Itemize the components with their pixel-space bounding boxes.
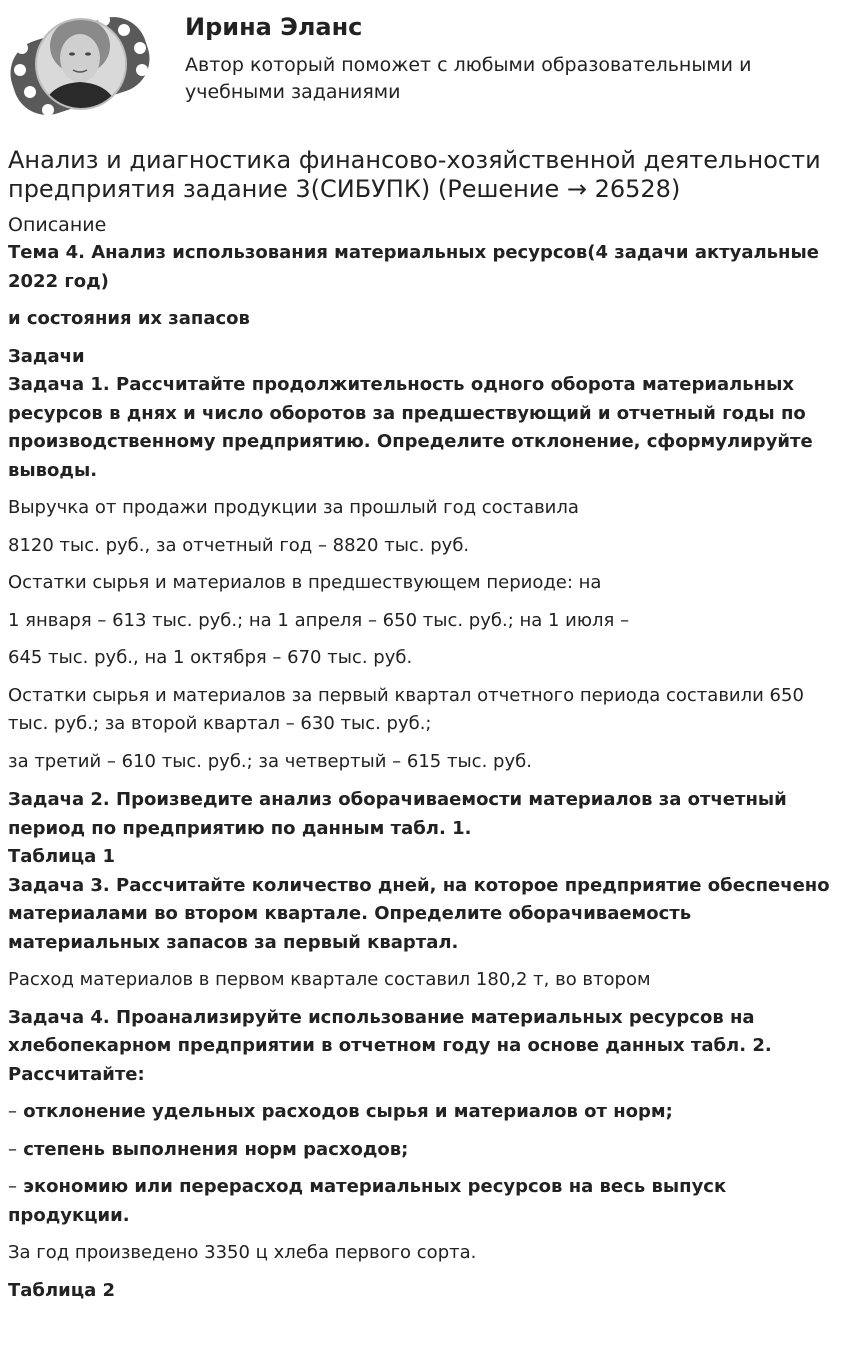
author-card [8, 6, 838, 126]
task-4-list-item [8, 1136, 843, 1165]
list-dash: – [8, 1138, 17, 1160]
author-avatar[interactable] [8, 6, 153, 126]
list-dash: – [8, 1101, 17, 1122]
task-3-statement: Задача 3. Рассчитайте количество дней, на которое предприятие обеспечено материалами во втором квартале. Определите оборачиваемость материальных запасов за первый квартал. [8, 874, 830, 953]
task-content [8, 146, 843, 1305]
task-2-statement: Задача 2. Произведите анализ оборачиваемости материалов за отчетный период по предприятию по данным табл. 1. [8, 789, 787, 839]
table-1-caption: Таблица 1 [8, 846, 116, 867]
description-label: Описание [8, 214, 107, 236]
list-item-text: экономию или перерасход материальных ресурсов на весь выпуск продукции. [8, 1176, 727, 1226]
page-title: Анализ и диагностика финансово-хозяйственной деятельности предприятия задание 3(СИБУПК) (Решение → 26528) [8, 146, 821, 203]
task-4-list-item [8, 1173, 843, 1230]
task-1-text-line: Выручка от продажи продукции за прошлый год составила [8, 497, 579, 518]
task-3-text-line: Расход материалов в первом квартале составил 180,2 т, во втором [8, 969, 651, 990]
task-4-statement: Задача 4. Проанализируйте использование материальных ресурсов на хлебопекарном предприятии в отчетном году на основе данных табл. 2. Рассчитайте: [8, 1006, 772, 1085]
task-1-text-line: Остатки сырья и материалов в предшествующем периоде: на [8, 572, 602, 593]
author-name[interactable]: Ирина Эланс [185, 13, 363, 41]
tasks-heading: Задачи [8, 345, 85, 367]
list-item-text: отклонение удельных расходов сырья и материалов от норм; [23, 1101, 673, 1122]
list-item-text: степень выполнения норм расходов; [23, 1138, 409, 1160]
task-1-text-line: 1 января – 613 тыс. руб.; на 1 апреля – 650 тыс. руб.; на 1 июля – [8, 609, 630, 631]
task-1-text-line: 645 тыс. руб., на 1 октября – 670 тыс. руб. [8, 647, 413, 668]
topic-heading: Тема 4. Анализ использования материальных ресурсов(4 задачи актуальные 2022 год) [8, 242, 819, 292]
task-1-statement: Задача 1. Рассчитайте продолжительность одного оборота материальных ресурсов в днях и число оборотов за предшествующий и отчетный годы по производственному предприятию. Определите отклонение, сформулируйте выводы. [8, 374, 813, 481]
topic-subheading: и состояния их запасов [8, 308, 250, 329]
task-4-list-item [8, 1098, 843, 1127]
task-1-text-line: за третий – 610 тыс. руб.; за четвертый – 615 тыс. руб. [8, 750, 532, 772]
table-2-caption: Таблица 2 [8, 1279, 116, 1301]
task-1-text-line: Остатки сырья и материалов за первый квартал отчетного периода составили 650 тыс. руб.; за второй квартал – 630 тыс. руб.; [8, 684, 804, 734]
task-1-text-line: 8120 тыс. руб., за отчетный год – 8820 тыс. руб. [8, 534, 470, 556]
author-description: Автор который поможет с любыми образовательными и учебными заданиями [185, 54, 752, 103]
task-4-text-line: За год произведено 3350 ц хлеба первого сорта. [8, 1242, 477, 1263]
list-dash: – [8, 1176, 17, 1197]
